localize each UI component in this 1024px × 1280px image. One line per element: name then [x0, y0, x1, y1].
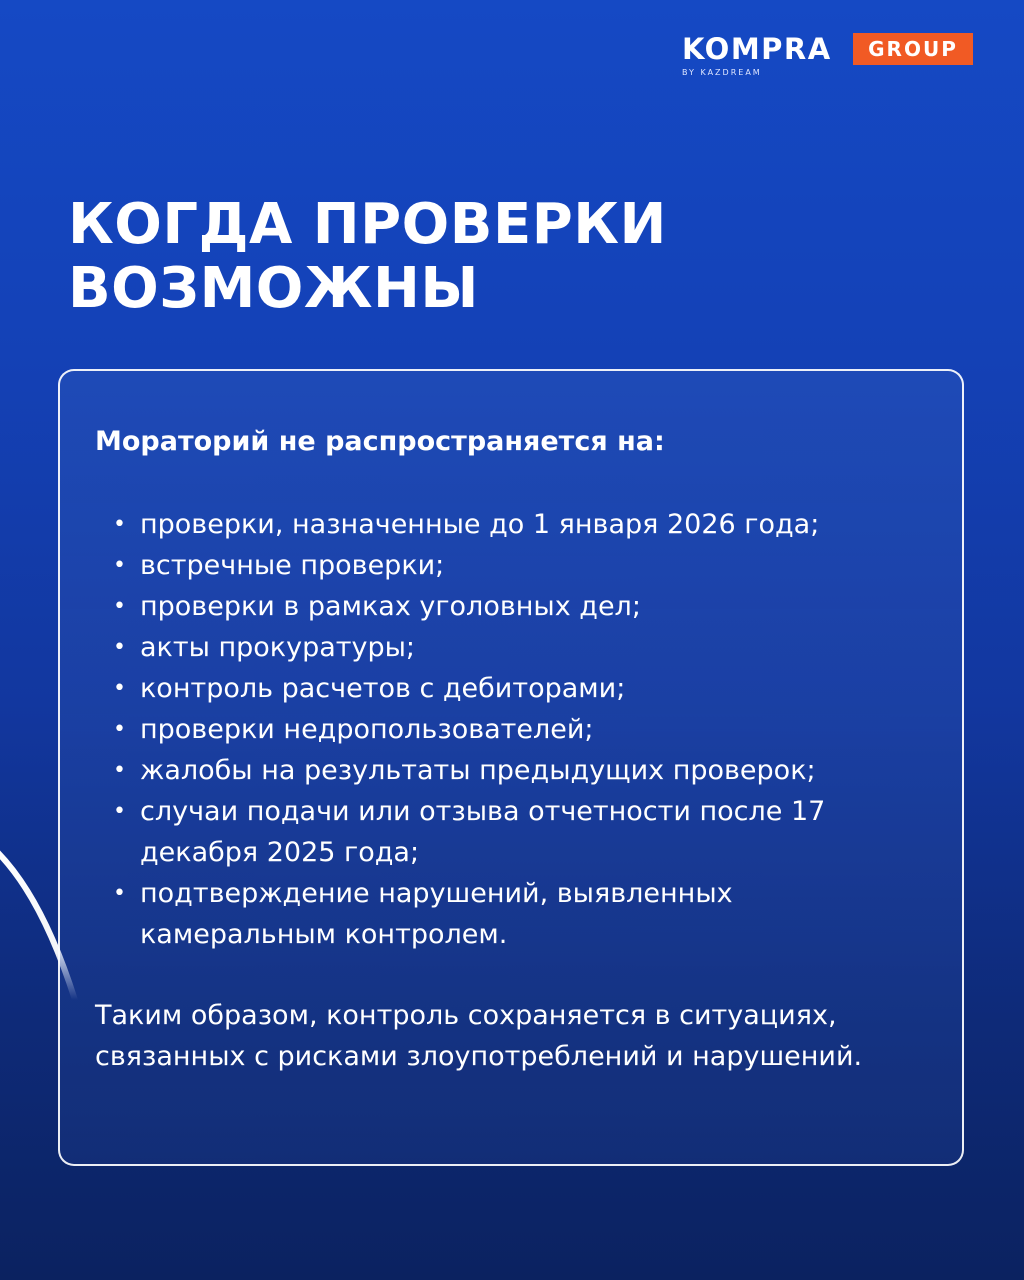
- list-item: [110, 750, 930, 791]
- bullet-icon: •: [113, 676, 126, 701]
- list-item: [110, 668, 930, 709]
- brand-name: KOMPRA: [682, 32, 832, 66]
- brand-logo: [682, 33, 974, 79]
- list-item-text: проверки, назначенные до 1 января 2026 года;: [140, 509, 820, 540]
- list-item: [110, 504, 930, 545]
- list-item-text: случаи подачи или отзыва отчетности после 17 декабря 2025 года;: [140, 796, 826, 868]
- list-item: [110, 586, 930, 627]
- bullet-icon: •: [113, 553, 126, 578]
- brand-byline: BY KAZDREAM: [682, 68, 762, 77]
- list-item-text: проверки в рамках уголовных дел;: [140, 591, 641, 622]
- list-item: [110, 873, 930, 955]
- page-title: [68, 193, 667, 321]
- bullet-icon: •: [113, 512, 126, 537]
- bullet-icon: •: [113, 758, 126, 783]
- bullet-icon: •: [113, 717, 126, 742]
- page-title-line-2: ВОЗМОЖНЫ: [68, 256, 479, 321]
- bullet-icon: •: [113, 594, 126, 619]
- exceptions-list: [110, 504, 930, 955]
- list-item-text: акты прокуратуры;: [140, 632, 416, 663]
- bullet-icon: •: [113, 635, 126, 660]
- list-item-text: контроль расчетов с дебиторами;: [140, 673, 626, 704]
- brand-badge: GROUP: [853, 33, 973, 65]
- page-title-line-1: КОГДА ПРОВЕРКИ: [68, 192, 667, 257]
- list-item-text: жалобы на результаты предыдущих проверок;: [140, 755, 816, 786]
- card-summary: Таким образом, контроль сохраняется в ситуациях, связанных с рисками злоупотреблений и нарушений.: [95, 1000, 863, 1072]
- list-item: [110, 791, 930, 873]
- bullet-icon: •: [113, 799, 126, 824]
- card-heading: Мораторий не распространяется на:: [95, 426, 665, 457]
- list-item-text: подтверждение нарушений, выявленных камеральным контролем.: [140, 878, 733, 950]
- list-item-text: проверки недропользователей;: [140, 714, 594, 745]
- bullet-icon: •: [113, 881, 126, 906]
- info-card: [58, 369, 964, 1166]
- list-item: [110, 709, 930, 750]
- list-item: [110, 545, 930, 586]
- list-item-text: встречные проверки;: [140, 550, 445, 581]
- list-item: [110, 627, 930, 668]
